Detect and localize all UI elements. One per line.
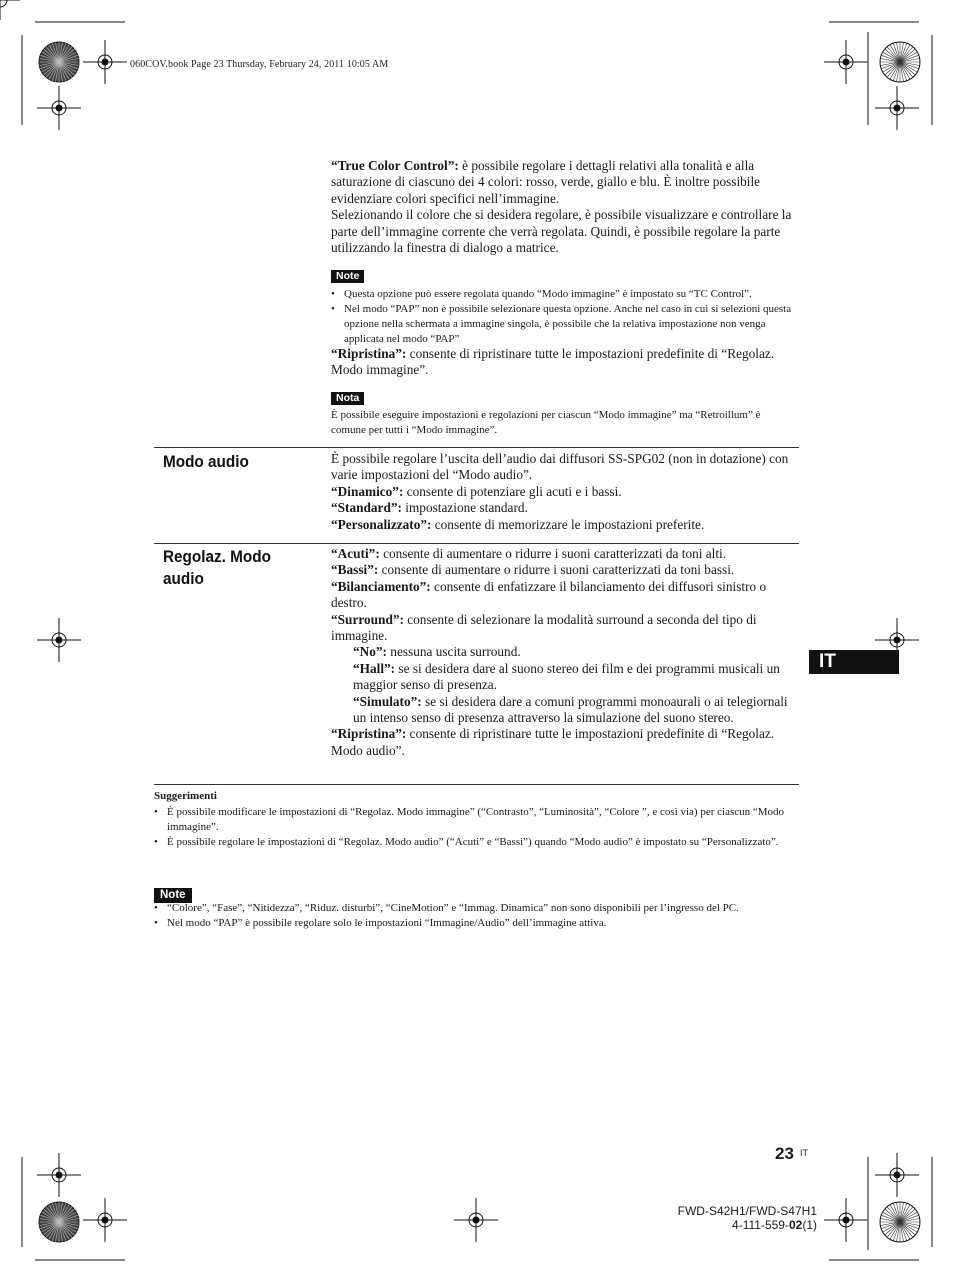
true-color-desc: è possibile regolare i dettagli relativi alla tonalità e alla saturazione di ciascuno dei 4 colori: rosso, verde, giallo e blu. È inoltre possibile evidenziare colori specifici nell’immagine. xyxy=(331,158,761,206)
reset-desc: consente di ripristinare tutte le impostazioni predefinite di “Regolaz. Modo immagine”. xyxy=(331,346,775,378)
starburst-mark xyxy=(880,42,920,82)
crosshair-mark xyxy=(37,1153,81,1197)
crosshair-mark xyxy=(37,618,81,662)
modo-audio-item: “Dinamico”: consente di potenziare gli acuti e i bassi. xyxy=(331,483,622,499)
crosshair-mark xyxy=(824,40,868,84)
note-badge-2: Note xyxy=(154,885,192,903)
modo-audio-item: “Personalizzato”: consente di memorizzare le impostazioni preferite. xyxy=(331,516,705,532)
true-color-section xyxy=(331,158,801,256)
tip-item: • È possibile regolare le impostazioni di “Regolaz. Modo audio” (“Acuti” e “Bassi”) quando “Modo audio” è impostato su “Personalizzato”. xyxy=(154,835,799,850)
table-divider xyxy=(154,447,799,448)
starburst-mark xyxy=(39,1202,79,1242)
note-badge-1: Note xyxy=(331,266,364,284)
starburst-mark xyxy=(39,42,79,82)
starburst-mark xyxy=(880,1202,920,1242)
surround-option: “No”: nessuna uscita surround. xyxy=(353,644,521,660)
surround-option: “Hall”: se si desidera dare al suono stereo dei film e dei programmi musicali un maggior senso di presenza. xyxy=(353,660,780,693)
reset-term: “Ripristina”: xyxy=(331,346,407,361)
modo-audio-intro: È possibile regolare l’uscita dell’audio dai diffusori SS-SPG02 (non in dotazione) con varie impostazioni del “Modo audio”. xyxy=(331,451,789,483)
crosshair-mark xyxy=(824,1198,868,1242)
note-item: • “Colore”, “Fase”, “Nitidezza”, “Riduz. disturbi”, “CineMotion” e “Immag. Dinamica” non sono disponibili per l’ingresso del PC. xyxy=(154,901,799,916)
page-number: 23 xyxy=(775,1144,794,1163)
note-list-2 xyxy=(154,901,799,931)
regolaz-audio-item: “Surround”: consente di selezionare la modalità surround a seconda del tipo di immagine. xyxy=(331,611,757,644)
true-color-paragraph-2: Selezionando il colore che si desidera regolare, è possibile visualizzare e controllare la parte dell’immagine corrente che verrà regolata. Quindi, è possibile regolare la parte utilizzando la finestra di dialogo a matrice. xyxy=(331,207,792,256)
suggerimenti-list xyxy=(154,805,799,850)
nota-text: È possibile eseguire impostazioni e regolazioni per ciascun “Modo immagine” ma “Retroillum” è comune per tutti i “Modo immagine”. xyxy=(331,409,761,436)
modo-audio-content xyxy=(331,451,801,533)
modo-audio-item: “Standard”: impostazione standard. xyxy=(331,500,528,516)
crosshair-mark xyxy=(875,1153,919,1197)
surround-option: “Simulato”: se si desidera dare a comuni programmi monoaurali o ai telegiornali un intenso senso di presenza attraverso la simulazione del suono stereo. xyxy=(353,693,788,726)
note-list-1 xyxy=(331,287,801,347)
note-item: • Questa opzione può essere regolata quando “Modo immagine” è impostato su “TC Control”. xyxy=(331,287,801,302)
page-lang: IT xyxy=(800,1148,808,1158)
regolaz-audio-content xyxy=(331,546,801,759)
regolaz-audio-item: “Bassi”: consente di aumentare o ridurre i suoni caratterizzati da toni bassi. xyxy=(331,562,735,578)
table-divider xyxy=(154,543,799,544)
suggerimenti-title: Suggerimenti xyxy=(154,790,217,802)
part-code: 4-111-559-02(1) xyxy=(732,1218,817,1232)
crosshair-mark xyxy=(83,1198,127,1242)
model-info xyxy=(678,1204,817,1232)
file-info-header: 060COV.book Page 23 Thursday, February 24, 2011 10:05 AM xyxy=(130,59,389,70)
note-item: • Nel modo “PAP” non è possibile selezionare questa opzione. Anche nel caso in cui si selezioni questa opzione nella schermata a immagine singola, è possibile che la relativa impostazione non venga applicata nel modo “PAP” xyxy=(331,302,801,347)
crosshair-mark xyxy=(83,40,127,84)
true-color-term: “True Color Control”: xyxy=(331,158,459,173)
regolaz-audio-item: “Bilanciamento”: consente di enfatizzare il bilanciamento dei diffusori sinistro o destro. xyxy=(331,578,767,611)
crosshair-mark xyxy=(37,86,81,130)
nota-badge: Nota xyxy=(331,388,364,406)
regolaz-audio-item: “Acuti”: consente di aumentare o ridurre i suoni caratterizzati da toni alti. xyxy=(331,546,727,561)
table-divider xyxy=(154,784,799,785)
modo-audio-heading: Modo audio xyxy=(163,452,249,471)
note-item: • Nel modo “PAP” è possibile regolare solo le impostazioni “Immagine/Audio” dell’immagine attiva. xyxy=(154,916,799,931)
regolaz-audio-heading: Regolaz. Modo audio xyxy=(163,547,271,588)
reset-image-paragraph xyxy=(331,346,801,379)
language-tab: IT xyxy=(809,650,899,674)
crosshair-mark xyxy=(875,86,919,130)
reset-audio-paragraph: “Ripristina”: consente di ripristinare tutte le impostazioni predefinite di “Regolaz. Modo audio”. xyxy=(331,726,775,758)
true-color-paragraph xyxy=(331,158,801,207)
model-name: FWD-S42H1/FWD-S47H1 xyxy=(677,1204,817,1218)
tip-item: • È possibile modificare le impostazioni di “Regolaz. Modo immagine” (“Contrasto”, “Luminosità”, “Colore ”, e così via) per ciascun “Modo immagine”. xyxy=(154,805,799,835)
crosshair-mark xyxy=(454,1198,498,1242)
